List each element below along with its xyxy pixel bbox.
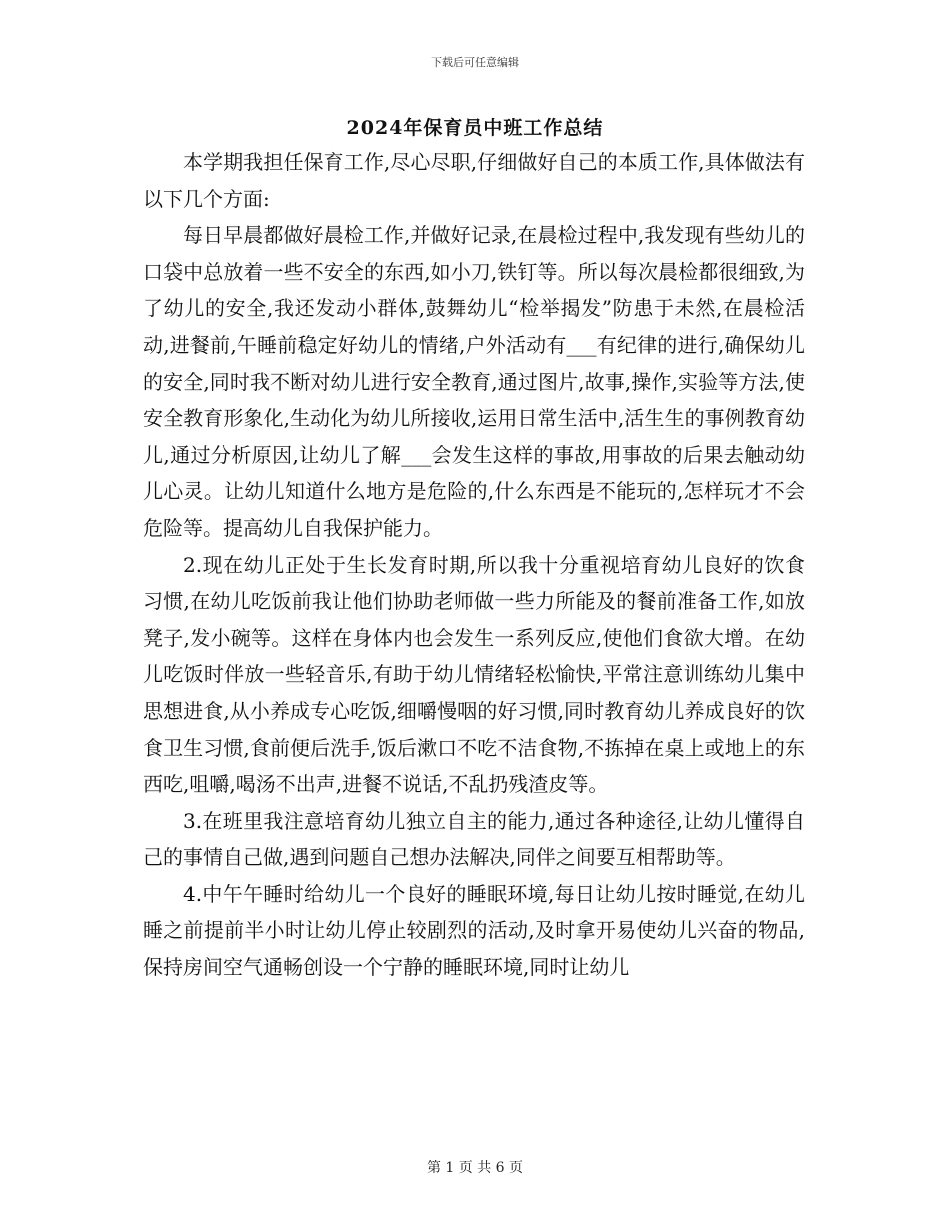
paragraph-independence: 3.在班里我注意培育幼儿独立自主的能力,通过各种途径,让幼儿懂得自己的事情自己做,遇到问题自己想办法解决,同伴之间要互相帮助等。 <box>143 808 805 870</box>
paragraph-eating-habits: 2.现在幼儿正处于生长发育时期,所以我十分重视培育幼儿良好的饮食习惯,在幼儿吃饭前我让他们协助老师做一些力所能及的餐前准备工作,如放凳子,发小碗等。这样在身体内也会发生一系列反应,使他们食欲大增。在幼儿吃饭时伴放一些轻音乐,有助于幼儿情绪轻松愉快,平常注意训练幼儿集中思想进食,从小养成专心吃饭,细嚼慢咽的好习惯,同时教育幼儿养成良好的饮食卫生习惯,食前便后洗手,饭后漱口不吃不洁食物,不拣掉在桌上或地上的东西吃,咀嚼,喝汤不出声,进餐不说话,不乱扔残渣皮等。 <box>143 552 805 797</box>
page-header-note: 下载后可任意编辑 <box>431 56 519 69</box>
document-title: 2024年保育员中班工作总结 <box>346 117 604 139</box>
paragraph-morning-check: 每日早晨都做好晨检工作,并做好记录,在晨检过程中,我发现有些幼儿的口袋中总放着一些不安全的东西,如小刀,铁钉等。所以每次晨检都很细致,为了幼儿的安全,我还发动小群体,鼓舞幼儿“检举揭发”防患于未然,在晨检活动,进餐前,午睡前稳定好幼儿的情绪,户外活动有___有纪律的进行,确保幼儿的安全,同时我不断对幼儿进行安全教育,通过图片,故事,操作,实验等方法,使安全教育形象化,生动化为幼儿所接收,运用日常生活中,活生生的事例教育幼儿,通过分析原因,让幼儿了解___会发生这样的事故,用事故的后果去触动幼儿心灵。让幼儿知道什么地方是危险的,什么东西是不能玩的,怎样玩才不会危险等。提高幼儿自我保护能力。 <box>143 223 805 540</box>
document-body <box>143 144 805 986</box>
page-number: 第 1 页 共 6 页 <box>426 1160 524 1176</box>
paragraph-intro: 本学期我担任保育工作,尽心尽职,仔细做好自己的本质工作,具体做法有以下几个方面: <box>143 150 805 211</box>
paragraph-nap-time: 4.中午午睡时给幼儿一个良好的睡眠环境,每日让幼儿按时睡觉,在幼儿睡之前提前半小时让幼儿停止较剧烈的活动,及时拿开易使幼儿兴奋的物品,保持房间空气通畅创设一个宁静的睡眠环境,同时让幼儿 <box>143 881 805 980</box>
